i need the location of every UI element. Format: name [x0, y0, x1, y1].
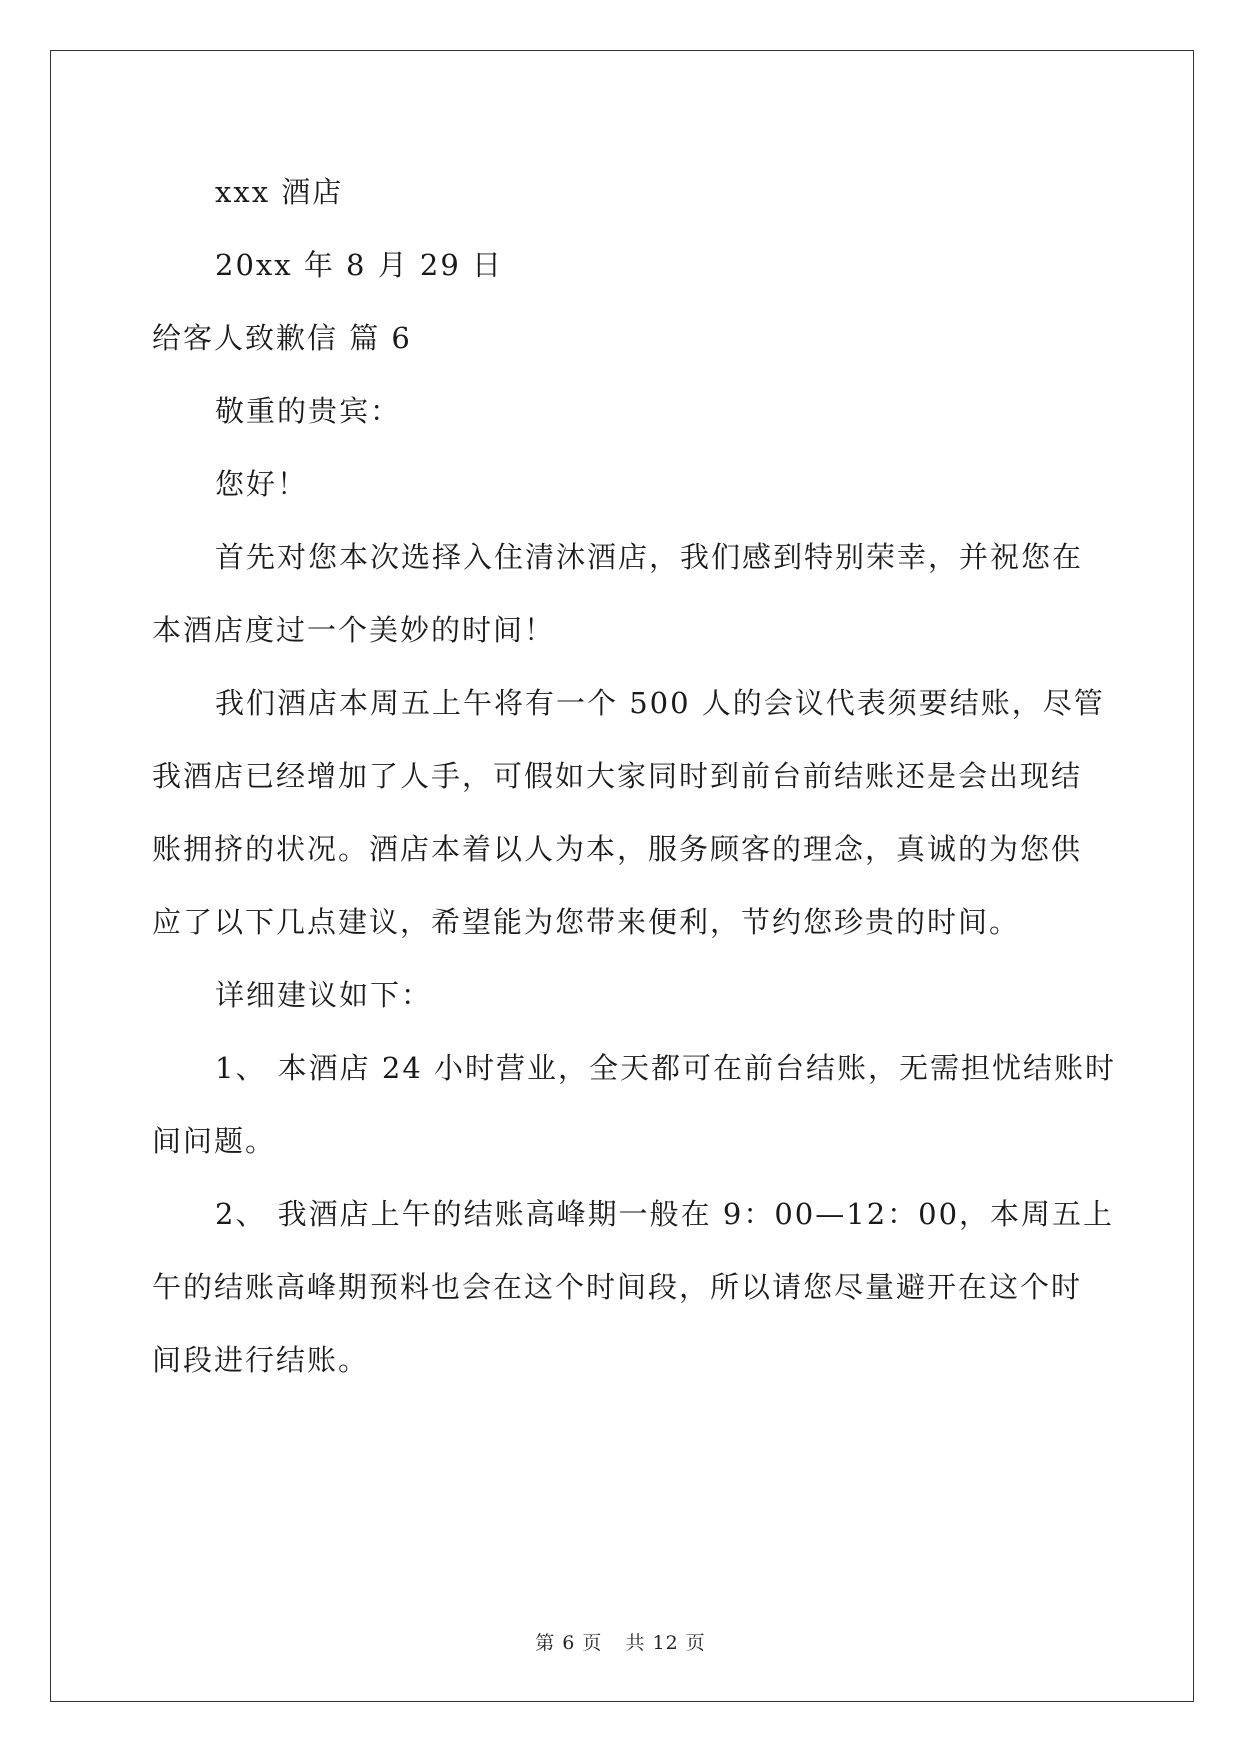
salutation: 敬重的贵宾：: [215, 394, 402, 428]
paragraph-line: 本酒店度过一个美妙的时间！: [152, 613, 556, 647]
list-item-line: 1、 本酒店 24 小时营业，全天都可在前台结账，无需担忧结账时: [215, 1051, 1117, 1085]
list-item-line: 间段进行结账。: [152, 1343, 370, 1377]
list-item-line: 午的结账高峰期预料也会在这个时间段，所以请您尽量避开在这个时: [152, 1270, 1083, 1304]
paragraph-line: 首先对您本次选择入住清沐酒店，我们感到特别荣幸，并祝您在: [215, 540, 1084, 574]
paragraph-line: 我们酒店本周五上午将有一个 500 人的会议代表须要结账，尽管: [215, 686, 1105, 720]
page-total: 共 12 页: [625, 1632, 706, 1654]
paragraph-line: 我酒店已经增加了人手，可假如大家同时到前台前结账还是会出现结: [152, 759, 1083, 793]
page-number: 第 6 页: [535, 1632, 603, 1654]
letter-date: 20xx 年 8 月 29 日: [215, 248, 504, 282]
paragraph-line: 应了以下几点建议，希望能为您带来便利，节约您珍贵的时间。: [152, 905, 1021, 939]
paragraph-line: 账拥挤的状况。酒店本着以人为本，服务顾客的理念，真诚的为您供: [152, 832, 1083, 866]
hotel-name: xxx 酒店: [215, 175, 344, 209]
list-item-line: 间问题。: [152, 1124, 277, 1158]
page-footer: [0, 1628, 1241, 1655]
page-border: [50, 50, 1194, 1702]
section-title: 给客人致歉信 篇 6: [152, 321, 412, 355]
paragraph-line: 详细建议如下：: [215, 978, 433, 1012]
list-item-line: 2、 我酒店上午的结账高峰期一般在 9：00—12：00，本周五上: [215, 1197, 1115, 1231]
greeting: 您好！: [215, 467, 309, 501]
